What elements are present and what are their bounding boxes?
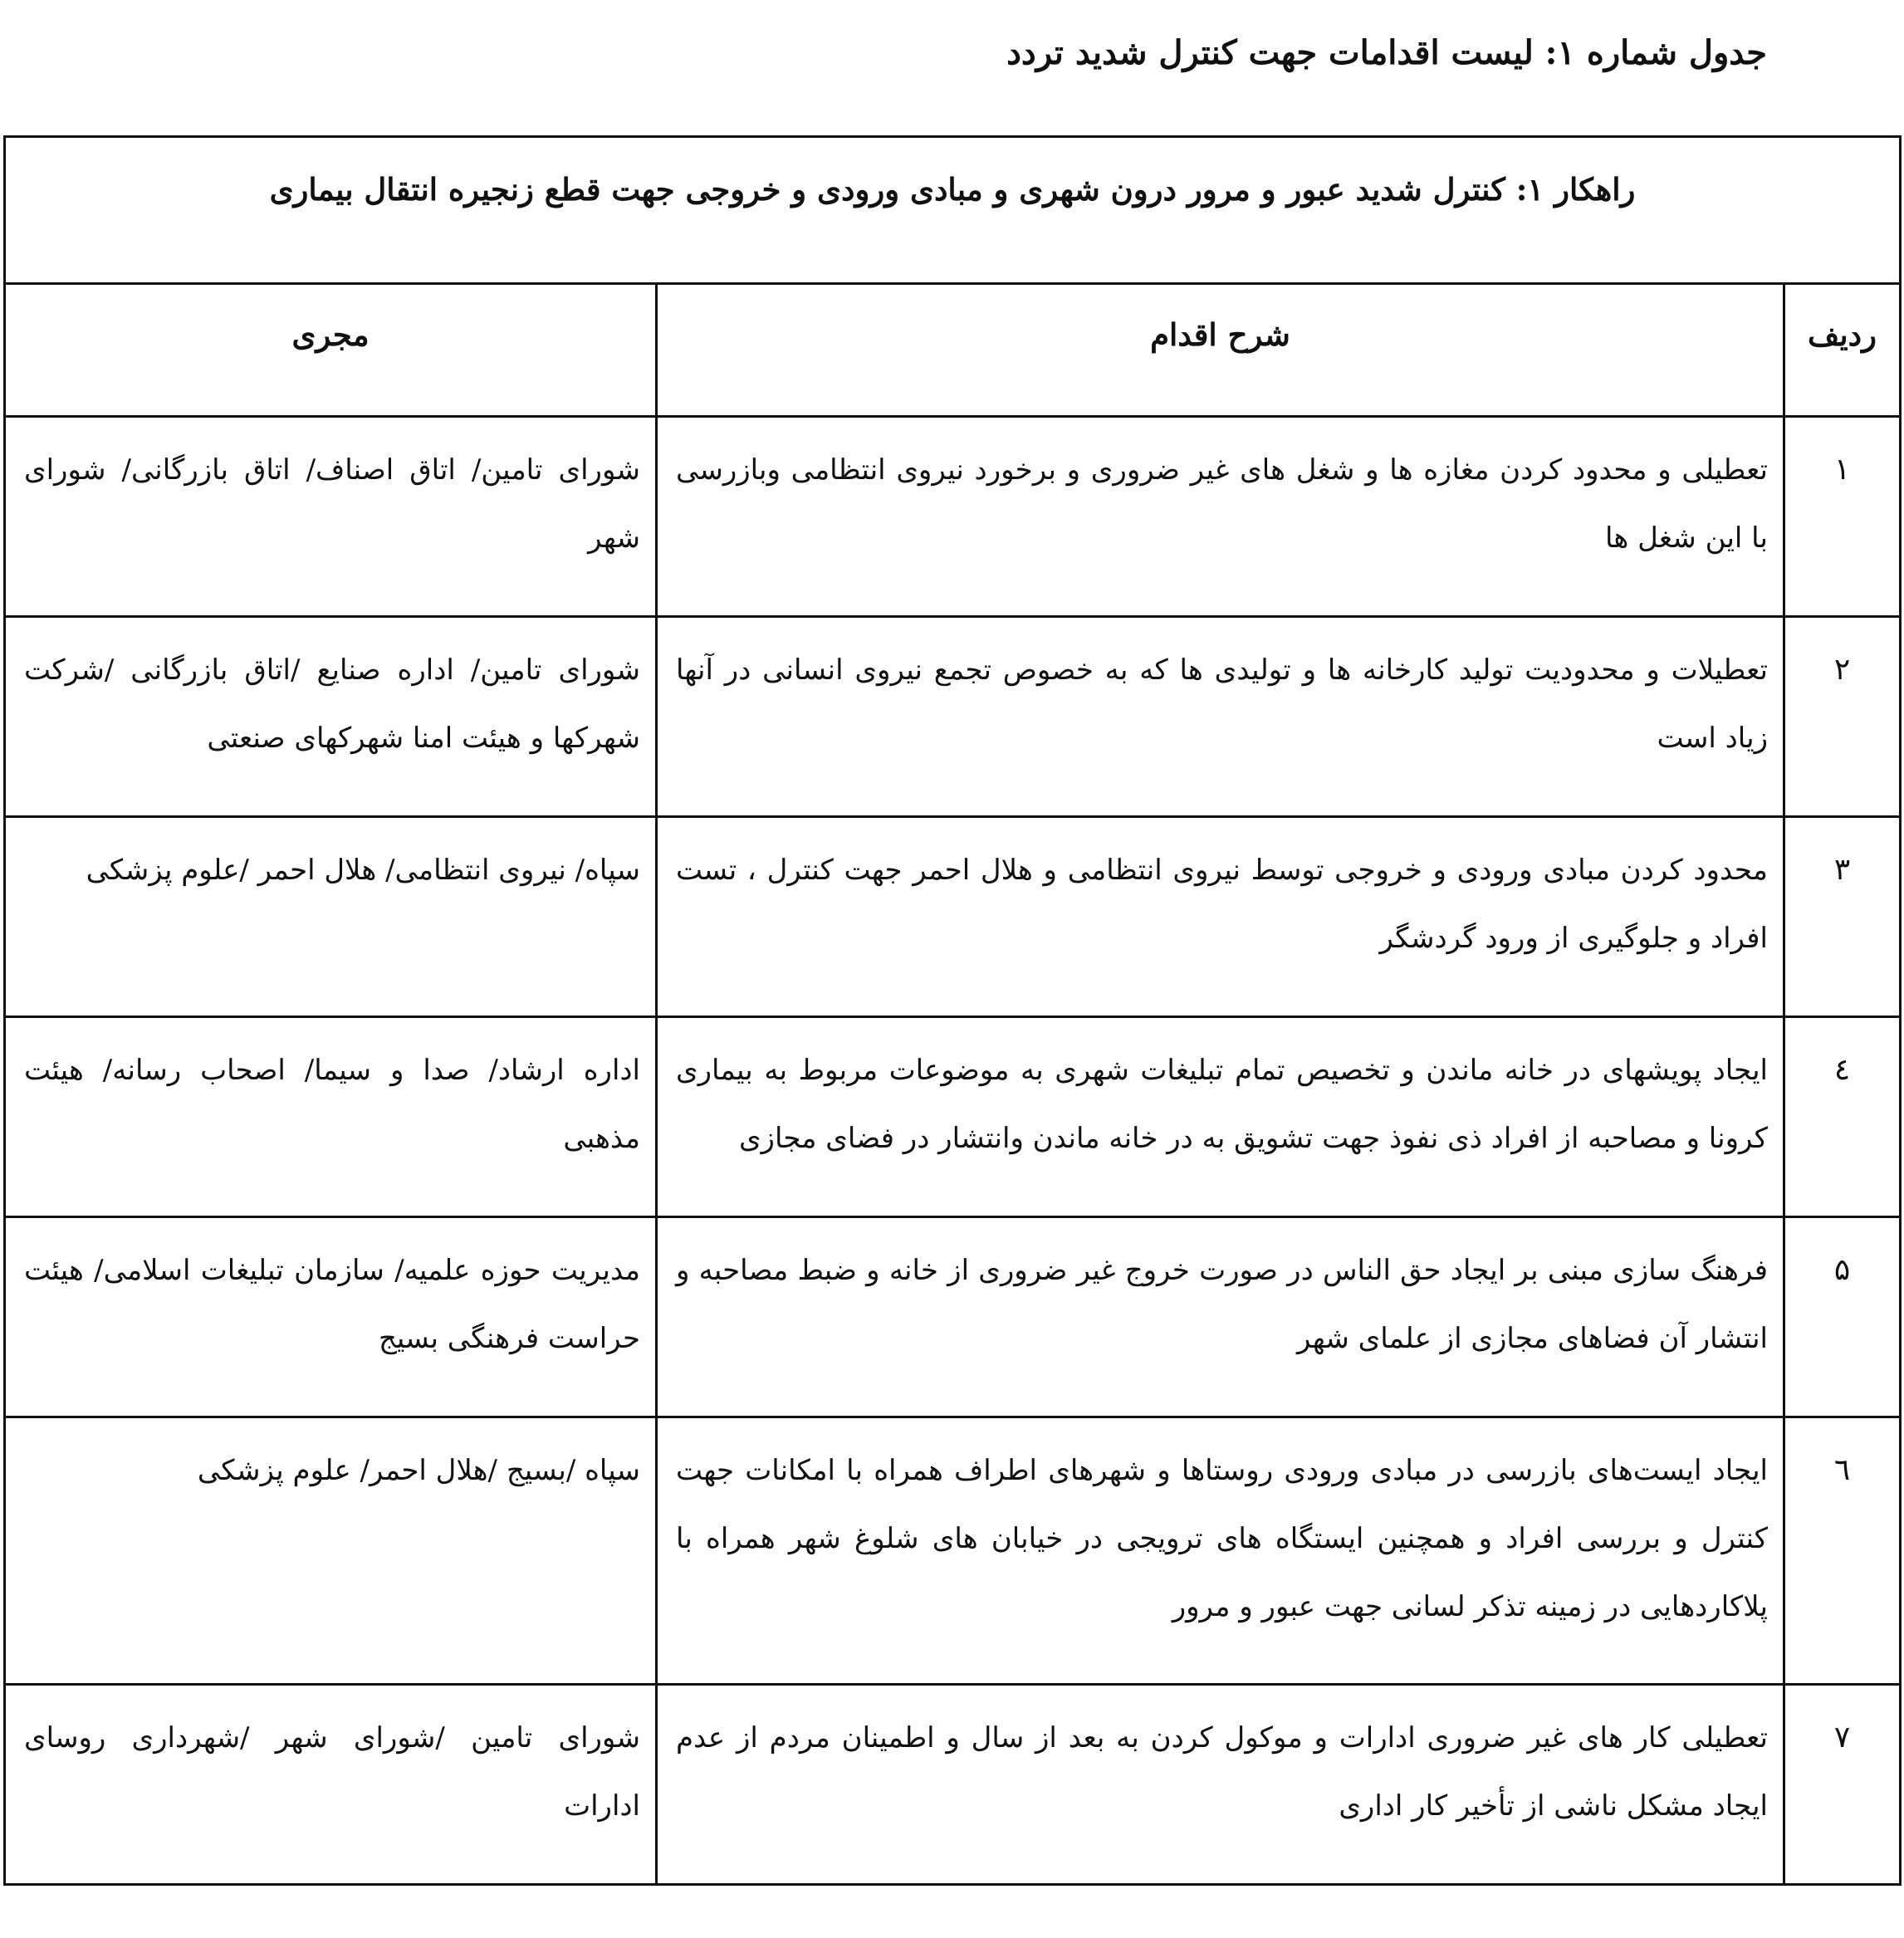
header-row-number: ردیف — [1784, 284, 1901, 417]
row-description: تعطیلی و محدود کردن مغازه ها و شغل های غیر ضروری و برخورد نیروی انتظامی وبازرسی با این شغل ها — [657, 417, 1784, 617]
row-executor: اداره ارشاد/ صدا و سیما/ اصحاب رسانه/ هیئت مذهبی — [5, 1017, 657, 1217]
row-number: ۵ — [1784, 1217, 1901, 1417]
row-number: ٤ — [1784, 1017, 1901, 1217]
row-executor: شورای تامین/ اداره صنایع /اتاق بازرگانی /شرکت شهرکها و هیئت امنا شهرکهای صنعتی — [5, 617, 657, 817]
row-number: ٦ — [1784, 1417, 1901, 1685]
row-description: تعطیلی کار های غیر ضروری ادارات و موکول کردن به بعد از سال و اطمینان مردم از عدم ایجاد مشکل ناشی از تأخیر کار اداری — [657, 1685, 1784, 1885]
row-description: ایجاد پویشهای در خانه ماندن و تخصیص تمام تبلیغات شهری به موضوعات مربوط به بیماری کرونا و مصاحبه از افراد ذی نفوذ جهت تشویق به در خانه ماندن وانتشار در فضای مجازی — [657, 1017, 1784, 1217]
row-description: ایجاد ایست‌های بازرسی در مبادی ورودی روستاها و شهرهای اطراف همراه با امکانات جهت کنترل و بررسی افراد و همچنین ایستگاه های ترویجی در خیابان های شلوغ شهر همراه با پلاکاردهایی در زمینه تذکر لسانی جهت عبور و مرور — [657, 1417, 1784, 1685]
row-number: ۷ — [1784, 1685, 1901, 1885]
table-row — [5, 1417, 1901, 1685]
table-row — [5, 1017, 1901, 1217]
row-number: ۲ — [1784, 617, 1901, 817]
strategy-heading: راهکار ۱: کنترل شدید عبور و مرور درون شهری و مبادی ورودی و خروجی جهت قطع زنجیره انتقال بیماری — [5, 137, 1901, 284]
row-number: ۱ — [1784, 417, 1901, 617]
header-executor: مجری — [5, 284, 657, 417]
header-description: شرح اقدام — [657, 284, 1784, 417]
table-row — [5, 1685, 1901, 1885]
row-description: فرهنگ سازی مبنی بر ایجاد حق الناس در صورت خروج غیر ضروری از خانه و ضبط مصاحبه و انتشار آن فضاهای مجازی از علمای شهر — [657, 1217, 1784, 1417]
table-row — [5, 617, 1901, 817]
table-row — [5, 417, 1901, 617]
row-number: ۳ — [1784, 817, 1901, 1017]
row-description: محدود کردن مبادی ورودی و خروجی توسط نیروی انتظامی و هلال احمر جهت کنترل ، تست افراد و جلوگیری از ورود گردشگر — [657, 817, 1784, 1017]
row-description: تعطیلات و محدودیت تولید کارخانه ها و تولیدی ها که به خصوص تجمع نیروی انسانی در آنها زیاد است — [657, 617, 1784, 817]
table-caption: جدول شماره ۱: لیست اقدامات جهت کنترل شدید تردد — [1006, 33, 1767, 72]
row-executor: شورای تامین/ اتاق اصناف/ اتاق بازرگانی/ شورای شهر — [5, 417, 657, 617]
row-executor: سپاه /بسیج /هلال احمر/ علوم پزشکی — [5, 1417, 657, 1685]
actions-table — [3, 135, 1902, 1886]
row-executor: شورای تامین /شورای شهر /شهرداری روسای ادارات — [5, 1685, 657, 1885]
row-executor: سپاه/ نیروی انتظامی/ هلال احمر /علوم پزشکی — [5, 817, 657, 1017]
table-row — [5, 1217, 1901, 1417]
table-row — [5, 817, 1901, 1017]
row-executor: مدیریت حوزه علمیه/ سازمان تبلیغات اسلامی/ هیئت حراست فرهنگی بسیج — [5, 1217, 657, 1417]
